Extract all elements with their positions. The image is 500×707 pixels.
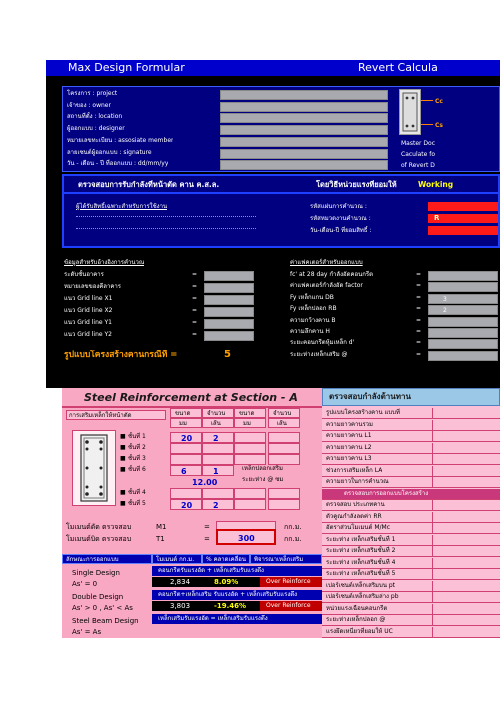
check-row-label: ความยาวคาน L1: [326, 432, 372, 439]
param-label: หมายเลขของคีลาคาร: [64, 283, 121, 290]
factor-value: 2: [443, 307, 447, 315]
param-label: ระดับชั้นอาคาร: [64, 271, 104, 278]
factor-value: 3: [443, 295, 447, 303]
col-header: [202, 408, 234, 418]
struct-label: รูปแบบโครงสร้างคานกรณีที่ =: [64, 350, 178, 360]
factor-eq: =: [416, 350, 422, 358]
col-header: [268, 408, 300, 418]
layer-label: ชั้นที่ 5: [128, 500, 146, 507]
layer-cell[interactable]: [234, 499, 266, 510]
torsion-value: 300: [238, 534, 255, 543]
factor-input[interactable]: [428, 282, 498, 292]
design-name: Double Design: [72, 593, 124, 601]
info-input[interactable]: [220, 137, 388, 147]
check-row: [322, 558, 500, 569]
info-block: [62, 86, 500, 172]
design-header-label: พิจารณาเหล็กเสริม: [254, 556, 304, 563]
col-unit: [170, 418, 202, 428]
info-input[interactable]: [220, 90, 388, 100]
code-calc-field[interactable]: [428, 202, 498, 211]
torsion-eq: =: [204, 535, 210, 543]
check-row: [322, 604, 500, 615]
col-header: [170, 408, 202, 418]
check-row-label: ระยะห่าง เหล็กเสริมชั้นที่ 5: [326, 570, 396, 577]
layer-cell[interactable]: [202, 499, 234, 510]
layer-cell[interactable]: [268, 454, 300, 465]
divider: [64, 192, 498, 194]
design-cond: As' > 0 , As' < As: [72, 604, 133, 612]
check-row: [322, 443, 500, 454]
check-row-label: แรงยึดเหนี่ยวที่ยอมให้ UC: [326, 627, 393, 635]
check-section: [62, 174, 500, 248]
param-input[interactable]: [204, 295, 254, 305]
design-note: [152, 590, 322, 600]
cc-label: Cc: [435, 98, 443, 105]
check-title: ตรวจสอบการรับกำลังที่หน้าตัด คาน ค.ส.ล.: [78, 180, 220, 189]
col-header-label: จำนวน: [273, 410, 292, 417]
right-check-title-bar: [322, 388, 500, 406]
check-row-value[interactable]: [432, 512, 500, 522]
layer-cell[interactable]: [170, 465, 202, 476]
cc-arrow: [421, 100, 433, 101]
param-input[interactable]: [204, 271, 254, 281]
param-input[interactable]: [204, 283, 254, 293]
check-row-label: ความยาวคาน L3: [326, 455, 372, 462]
check-row: [322, 535, 500, 546]
check-row-label: ระยะห่าง เหล็กเสริมชั้นที่ 4: [326, 558, 396, 566]
design-note: [152, 614, 322, 624]
param-label: แนว Grid line Y1: [64, 319, 112, 326]
layer-cell[interactable]: [234, 454, 266, 465]
layer-cell-value: 2: [213, 501, 219, 510]
layer-cell-value: 1: [213, 467, 219, 476]
factor-input[interactable]: [428, 339, 498, 349]
col-header-label: ขนาด: [239, 410, 255, 417]
check-row: [322, 523, 500, 534]
factor-input[interactable]: [428, 328, 498, 338]
check-row-value[interactable]: [432, 420, 500, 430]
check-row: [322, 615, 500, 626]
param-input[interactable]: [204, 307, 254, 317]
moment-sym: M1: [156, 523, 167, 531]
layer-cell[interactable]: [170, 488, 202, 499]
check-row: [322, 581, 500, 592]
design-moment: 2,834: [170, 578, 191, 586]
layer-label: ชั้นที่ 1: [128, 433, 146, 440]
design-header-label: ลักษณะการออกแบบ: [66, 556, 119, 563]
info-input[interactable]: [220, 102, 388, 112]
info-label: สถานที่ตั้ง : location: [67, 113, 123, 121]
layer-cell[interactable]: [234, 488, 266, 499]
stirrup-label: เหล็กปลอกเสริม: [242, 465, 283, 472]
info-input[interactable]: [220, 160, 388, 170]
left-params-title: ข้อมูลสำหรับอ้างอิงการคำนวณ: [64, 259, 145, 266]
check-row-value[interactable]: [432, 454, 500, 464]
layer-label: ชั้นที่ 4: [128, 489, 146, 496]
col-unit: [234, 418, 266, 428]
param-eq: =: [192, 295, 198, 302]
beam-rebar-icon: [73, 431, 115, 505]
design-name: Single Design: [72, 569, 120, 577]
design-header: [250, 554, 322, 564]
layer-cell-value: 20: [181, 434, 193, 443]
check-row-value[interactable]: [432, 523, 500, 533]
factor-eq: =: [416, 282, 422, 290]
param-eq: =: [192, 331, 198, 338]
col-unit: [202, 418, 234, 428]
param-label: แนว Grid line Y2: [64, 331, 112, 338]
check-row-label: ความยาวคานรวม: [326, 420, 373, 428]
right-label-3: of Revert D: [401, 162, 435, 169]
layer-cell[interactable]: [170, 443, 202, 454]
right-label-2: Caculate fo: [401, 151, 436, 158]
design-cond: As' = As: [72, 628, 102, 636]
info-label: โครงการ : project: [67, 90, 118, 97]
col-unit-label: มม: [243, 420, 251, 427]
check-title-right: โดยวิธีหน่วยแรงที่ยอมให้: [316, 180, 397, 189]
check-row: [322, 592, 500, 603]
layer-bullet: ■: [120, 433, 126, 440]
design-moment: 3,803: [170, 602, 191, 610]
check-row-label: ระยะห่าง เหล็กเสริมชั้นที่ 1: [326, 535, 396, 543]
check-row-value[interactable]: [432, 615, 500, 625]
left-params: [62, 258, 262, 368]
dotted-line-2: [76, 228, 256, 229]
layer-cell-value: 6: [181, 467, 187, 476]
design-note: [152, 566, 322, 576]
check-row: [322, 431, 500, 442]
factor-label: ระยะห่างเหล็กเสริม @: [290, 350, 348, 358]
check-row-label: ตรวจสอบ ประเภทคาน: [326, 501, 385, 508]
stirrup-spacing-value[interactable]: 12.00: [192, 478, 218, 487]
layer-cell[interactable]: [170, 454, 202, 465]
design-header-label: โมเมนต์ กก.ม.: [156, 556, 195, 563]
torsion-sym: T1: [156, 535, 165, 543]
date-perm-field[interactable]: [428, 226, 498, 235]
check-row-label: ตรวจสอบการออกแบบโครงสร้าง: [344, 489, 429, 497]
param-eq: =: [192, 283, 198, 290]
col-unit: [268, 418, 300, 428]
factor-label: ความลึกคาน H: [290, 328, 330, 335]
check-row-value[interactable]: [432, 466, 500, 476]
moment-unit: กก.ม.: [284, 523, 302, 531]
factor-eq: =: [416, 316, 422, 324]
layer-cell[interactable]: [202, 465, 234, 476]
check-row-label: ความยาวในการคำนวณ: [326, 478, 389, 485]
layer-cell[interactable]: [234, 432, 266, 443]
working-label: Working: [418, 180, 454, 189]
info-label: ลายเซนต์ผู้ออกแบบ : signature: [67, 148, 152, 156]
layer-cell[interactable]: [202, 432, 234, 443]
check-row-value[interactable]: [432, 558, 500, 568]
factor-label: ค่าแฟคเตอร์กำลังอัด factor: [290, 282, 363, 290]
check-row-value[interactable]: [432, 443, 500, 453]
factor-eq: =: [416, 328, 422, 335]
cs-arrow: [421, 124, 433, 125]
design-status: [260, 577, 322, 587]
code-r: R: [434, 214, 440, 222]
design-header: [152, 554, 202, 564]
date-perm-label: วัน-เดือน-ปี ที่ยอมสิทธิ์ :: [310, 227, 372, 234]
dotted-line-1: [76, 216, 256, 217]
col-unit-label: มม: [179, 420, 187, 427]
check-row-value[interactable]: [432, 592, 500, 602]
factor-label: ความกว้างคาน B: [290, 316, 336, 324]
layer-cell-value: 2: [213, 434, 219, 443]
design-status-text: Over Reinforce: [266, 602, 311, 609]
param-eq: =: [192, 307, 198, 314]
check-row-label: เปอร์เซนต์เหล็กเสริมบน pt: [326, 581, 395, 589]
factor-input[interactable]: [428, 351, 498, 361]
check-row-label: อัตราส่วนโมเมนต์ M/Mc: [326, 524, 390, 531]
design-note-text: คอนกรีตรับแรงอัด + เหล็กเสริมรับแรงดึง: [158, 567, 264, 574]
layer-cell[interactable]: [268, 443, 300, 454]
code-work-field[interactable]: [428, 214, 498, 223]
code-work-label: รหัสหมวดงานคำนวณ :: [310, 215, 371, 222]
info-label: ผู้ออกแบบ : designer: [67, 125, 125, 133]
layer-cell[interactable]: [234, 443, 266, 454]
check-row-label: ความยาวคาน L2: [326, 443, 372, 451]
check-row-label: ระยะห่าง เหล็กเสริมชั้นที่ 2: [326, 547, 396, 554]
check-row-value[interactable]: [432, 431, 500, 441]
check-row-label: ตัวคูณกำลังลดค่า RR: [326, 512, 382, 520]
layer-bullet: ■: [120, 489, 126, 496]
design-values: [152, 601, 322, 611]
check-row-value[interactable]: [432, 627, 500, 637]
check-row-value[interactable]: [432, 408, 500, 418]
factor-input[interactable]: [428, 294, 498, 304]
factor-label: Fy เหล็กปลอก RB: [290, 305, 337, 313]
check-row: [322, 627, 500, 638]
check-row: [322, 420, 500, 431]
right-check-section: [322, 388, 500, 638]
layer-bullet: ■: [120, 444, 126, 451]
check-row-value[interactable]: [432, 604, 500, 614]
steel-section: [62, 388, 322, 638]
param-eq: =: [192, 271, 198, 278]
factor-input[interactable]: [428, 305, 498, 315]
param-label: แนว Grid line X2: [64, 307, 113, 314]
right-label-1: Master Doc: [401, 140, 435, 147]
design-header-label: % คลาดเคลื่อน: [206, 556, 247, 563]
torsion-unit: กก.ม.: [284, 535, 302, 543]
col-header-label: ขนาด: [175, 410, 191, 417]
factor-eq: =: [416, 339, 422, 347]
layer-label: ชั้นที่ 2: [128, 444, 146, 451]
design-pct: 8.09%: [214, 578, 239, 586]
check-row: [322, 500, 500, 511]
factor-label: ระยะคอนกรีตหุ้มเหล็ก d': [290, 339, 355, 347]
factor-label: Fy เหล็กแกน DB: [290, 293, 334, 301]
check-row-value[interactable]: [432, 581, 500, 591]
param-input[interactable]: [204, 319, 254, 329]
info-input[interactable]: [220, 149, 388, 159]
struct-value: 5: [224, 350, 231, 360]
check-row: [322, 466, 500, 477]
factor-input[interactable]: [428, 317, 498, 327]
factor-input[interactable]: [428, 271, 498, 281]
app-title: Max Design Formular: [68, 62, 185, 74]
check-row: [322, 546, 500, 557]
right-params: [290, 258, 500, 368]
layer-label: ชั้นที่ 6: [128, 466, 146, 473]
design-header: [202, 554, 250, 564]
check-row-label: ระยะห่างเหล็กปลอก @: [326, 616, 386, 623]
check-row: [322, 477, 500, 488]
param-label: แนว Grid line X1: [64, 295, 113, 302]
beam-section-drawing: [72, 430, 116, 506]
design-note-text: คอนกรีต+เหล็กเสริม รับแรงอัด + เหล็กเสริมรับแรงดึง: [158, 591, 298, 598]
check-row: [322, 408, 500, 419]
design-status: [260, 601, 322, 611]
cs-label: Cs: [435, 122, 443, 129]
info-label: หมายเลขทะเบียน : assosiate member: [67, 136, 174, 144]
layer-cell[interactable]: [170, 432, 202, 443]
check-row: [322, 489, 500, 500]
layer-bullet: ■: [120, 500, 126, 507]
info-label: เจ้าของ : owner: [67, 101, 111, 109]
layer-cell[interactable]: [202, 443, 234, 454]
approver-label: ผู้ได้รับสิทธิ์เฉพาะสำหรับการใช้งาน: [76, 203, 168, 210]
design-values: [152, 577, 322, 587]
code-calc-label: รหัสแผ่นการคำนวณ :: [310, 203, 367, 210]
reinforce-header-label: การเสริมเหล็กให้หน้าตัด: [69, 412, 132, 419]
factor-eq: =: [416, 293, 422, 301]
section-thumbnail: [399, 89, 421, 135]
check-row-value[interactable]: [432, 546, 500, 556]
design-pct: -19.46%: [214, 602, 247, 610]
moment-label: โมเมนต์ดัด ตรวจสอบ: [66, 523, 132, 531]
layer-cell[interactable]: [268, 499, 300, 510]
info-label: วัน - เดือน - ปี ที่ออกแบบ : dd/mm/yy: [67, 160, 169, 168]
col-header: [234, 408, 266, 418]
layer-cell[interactable]: [268, 432, 300, 443]
col-header-label: จำนวน: [207, 410, 226, 417]
check-row-value[interactable]: [432, 569, 500, 579]
spacing-label: ระยะห่าง @ ซม: [242, 476, 284, 483]
check-row: [322, 569, 500, 580]
check-row: [322, 454, 500, 465]
torsion-field[interactable]: [216, 529, 276, 545]
layer-cell-value: 20: [181, 501, 193, 510]
factor-label: fc' at 28 day กำลังอัดคอนกรีต: [290, 271, 373, 278]
right-params-title: ค่าแฟคเตอร์สำหรับออกแบบ: [290, 259, 363, 266]
design-header: [62, 554, 152, 564]
design-status-text: Over Reinforce: [266, 578, 311, 585]
layer-label: ชั้นที่ 3: [128, 455, 146, 462]
torsion-label: โมเมนต์บิด ตรวจสอบ: [66, 535, 132, 543]
design-cond: As' = 0: [72, 580, 98, 588]
layer-cell[interactable]: [170, 499, 202, 510]
info-input[interactable]: [220, 113, 388, 123]
steel-title: Steel Reinforcement at Section - A: [84, 391, 298, 404]
title-bar: [46, 60, 500, 76]
factor-eq: =: [416, 271, 422, 278]
check-row-value[interactable]: [432, 535, 500, 545]
check-row-label: รูปแบบโครงสร้างคาน แบบที่: [326, 409, 400, 416]
layer-bullet: ■: [120, 466, 126, 473]
layer-cell[interactable]: [202, 488, 234, 499]
col-unit-label: เส้น: [211, 420, 221, 427]
factor-eq: =: [416, 305, 422, 313]
layer-bullet: ■: [120, 455, 126, 462]
param-eq: =: [192, 319, 198, 326]
layer-cell[interactable]: [202, 454, 234, 465]
reinforce-header: [66, 410, 166, 420]
check-row-label: ช่วงการเสริมเหล็ก LA: [326, 466, 383, 474]
design-name: Steel Beam Design: [72, 617, 139, 625]
layer-cell[interactable]: [268, 488, 300, 499]
check-row-value[interactable]: [432, 477, 500, 487]
beam-section-icon: [400, 90, 420, 134]
col-unit-label: เส้น: [277, 420, 287, 427]
check-row-label: หน่วยแรงเฉือนคอนกรีต: [326, 604, 388, 612]
app-title-right: Revert Calcula: [358, 62, 438, 74]
design-note-text: เหล็กเสริมรับแรงอัด = เหล็กเสริมรับแรงดึง: [158, 615, 268, 622]
right-check-title: ตรวจสอบกำลังต้านทาน: [329, 392, 411, 401]
info-input[interactable]: [220, 125, 388, 135]
moment-eq: =: [204, 523, 210, 531]
check-row-value[interactable]: [432, 500, 500, 510]
param-input[interactable]: [204, 331, 254, 341]
check-row: [322, 512, 500, 523]
check-row-label: เปอร์เซนต์เหล็กเสริมล่าง pb: [326, 593, 399, 600]
